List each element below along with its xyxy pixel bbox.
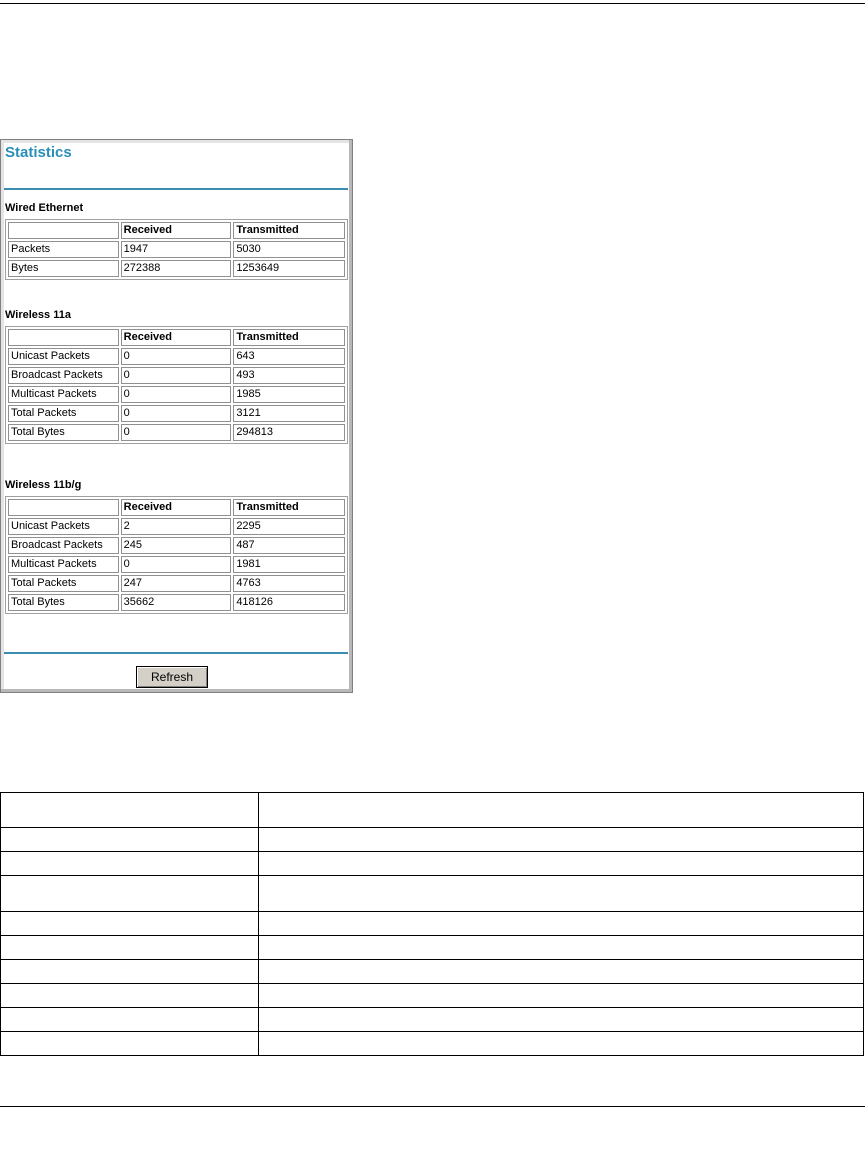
transmitted-value: 418126 (233, 594, 345, 611)
table-cell (259, 828, 864, 852)
header-cell-empty (8, 499, 119, 516)
table-cell (259, 876, 864, 912)
header-cell-received: Received (121, 329, 232, 346)
transmitted-value: 1985 (233, 386, 345, 403)
table-cell (259, 793, 864, 828)
table-row (8, 575, 345, 592)
header-cell-transmitted: Transmitted (233, 222, 345, 239)
row-label: Multicast Packets (8, 386, 119, 403)
received-value: 0 (121, 424, 232, 441)
table-cell (1, 1032, 259, 1056)
table-cell (259, 960, 864, 984)
row-label: Unicast Packets (8, 518, 119, 535)
table-row (1, 912, 864, 936)
header-cell-received: Received (121, 499, 232, 516)
wireless-11bg-table (5, 496, 348, 614)
transmitted-value: 2295 (233, 518, 345, 535)
received-value: 0 (121, 405, 232, 422)
table-cell (259, 912, 864, 936)
page-title: Statistics (5, 144, 72, 161)
table-cell (259, 1032, 864, 1056)
transmitted-value: 3121 (233, 405, 345, 422)
table-row (1, 1032, 864, 1056)
wired-ethernet-table (5, 219, 348, 280)
received-value: 247 (121, 575, 232, 592)
table-header-row (8, 329, 345, 346)
table-row (8, 260, 345, 277)
row-label: Multicast Packets (8, 556, 119, 573)
table-header-row (8, 222, 345, 239)
transmitted-value: 643 (233, 348, 345, 365)
header-cell-transmitted: Transmitted (233, 329, 345, 346)
table-row (8, 556, 345, 573)
table-cell (259, 1008, 864, 1032)
table-row (8, 367, 345, 384)
received-value: 1947 (121, 241, 232, 258)
table-cell (1, 984, 259, 1008)
section-title-wireless-11a: Wireless 11a (5, 309, 71, 321)
table-row (8, 348, 345, 365)
header-cell-empty (8, 329, 119, 346)
transmitted-value: 294813 (233, 424, 345, 441)
transmitted-value: 493 (233, 367, 345, 384)
table-cell (1, 828, 259, 852)
row-label: Total Packets (8, 575, 119, 592)
received-value: 245 (121, 537, 232, 554)
transmitted-value: 4763 (233, 575, 345, 592)
received-value: 0 (121, 556, 232, 573)
table-row (8, 537, 345, 554)
table-cell (259, 852, 864, 876)
table-header-row (8, 499, 345, 516)
received-value: 35662 (121, 594, 232, 611)
row-label: Broadcast Packets (8, 537, 119, 554)
section-title-wired-ethernet: Wired Ethernet (5, 202, 84, 214)
table-row (1, 960, 864, 984)
table-cell (1, 960, 259, 984)
header-cell-transmitted: Transmitted (233, 499, 345, 516)
table-row (8, 594, 345, 611)
statistics-panel (0, 139, 353, 693)
table-cell (259, 984, 864, 1008)
received-value: 0 (121, 367, 232, 384)
table-row (1, 876, 864, 912)
row-label: Bytes (8, 260, 119, 277)
transmitted-value: 1253649 (233, 260, 345, 277)
table-cell (1, 1008, 259, 1032)
table-row (8, 518, 345, 535)
received-value: 2 (121, 518, 232, 535)
table-cell (1, 793, 259, 828)
row-label: Total Bytes (8, 424, 119, 441)
title-divider (4, 188, 348, 190)
transmitted-value: 487 (233, 537, 345, 554)
table-row (8, 386, 345, 403)
table-row (1, 852, 864, 876)
received-value: 0 (121, 348, 232, 365)
table-header-row (1, 793, 864, 828)
page-top-rule (0, 3, 865, 4)
table-row (8, 241, 345, 258)
table-cell (259, 936, 864, 960)
section-title-wireless-11bg: Wireless 11b/g (5, 479, 82, 491)
table-row (1, 828, 864, 852)
row-label: Broadcast Packets (8, 367, 119, 384)
table-row (8, 405, 345, 422)
page-bottom-rule (0, 1106, 865, 1107)
received-value: 0 (121, 386, 232, 403)
transmitted-value: 1981 (233, 556, 345, 573)
table-row (8, 424, 345, 441)
footer-divider (4, 652, 348, 654)
row-label: Unicast Packets (8, 348, 119, 365)
row-label: Packets (8, 241, 119, 258)
table-row (1, 984, 864, 1008)
table-cell (1, 876, 259, 912)
table-row (1, 936, 864, 960)
received-value: 272388 (121, 260, 232, 277)
transmitted-value: 5030 (233, 241, 345, 258)
refresh-button[interactable]: Refresh (136, 666, 208, 688)
table-cell (1, 912, 259, 936)
table-cell (1, 852, 259, 876)
table-cell (1, 936, 259, 960)
header-cell-empty (8, 222, 119, 239)
row-label: Total Packets (8, 405, 119, 422)
header-cell-received: Received (121, 222, 232, 239)
table-row (1, 1008, 864, 1032)
row-label: Total Bytes (8, 594, 119, 611)
wireless-11a-table (5, 326, 348, 444)
description-table (0, 792, 864, 1056)
